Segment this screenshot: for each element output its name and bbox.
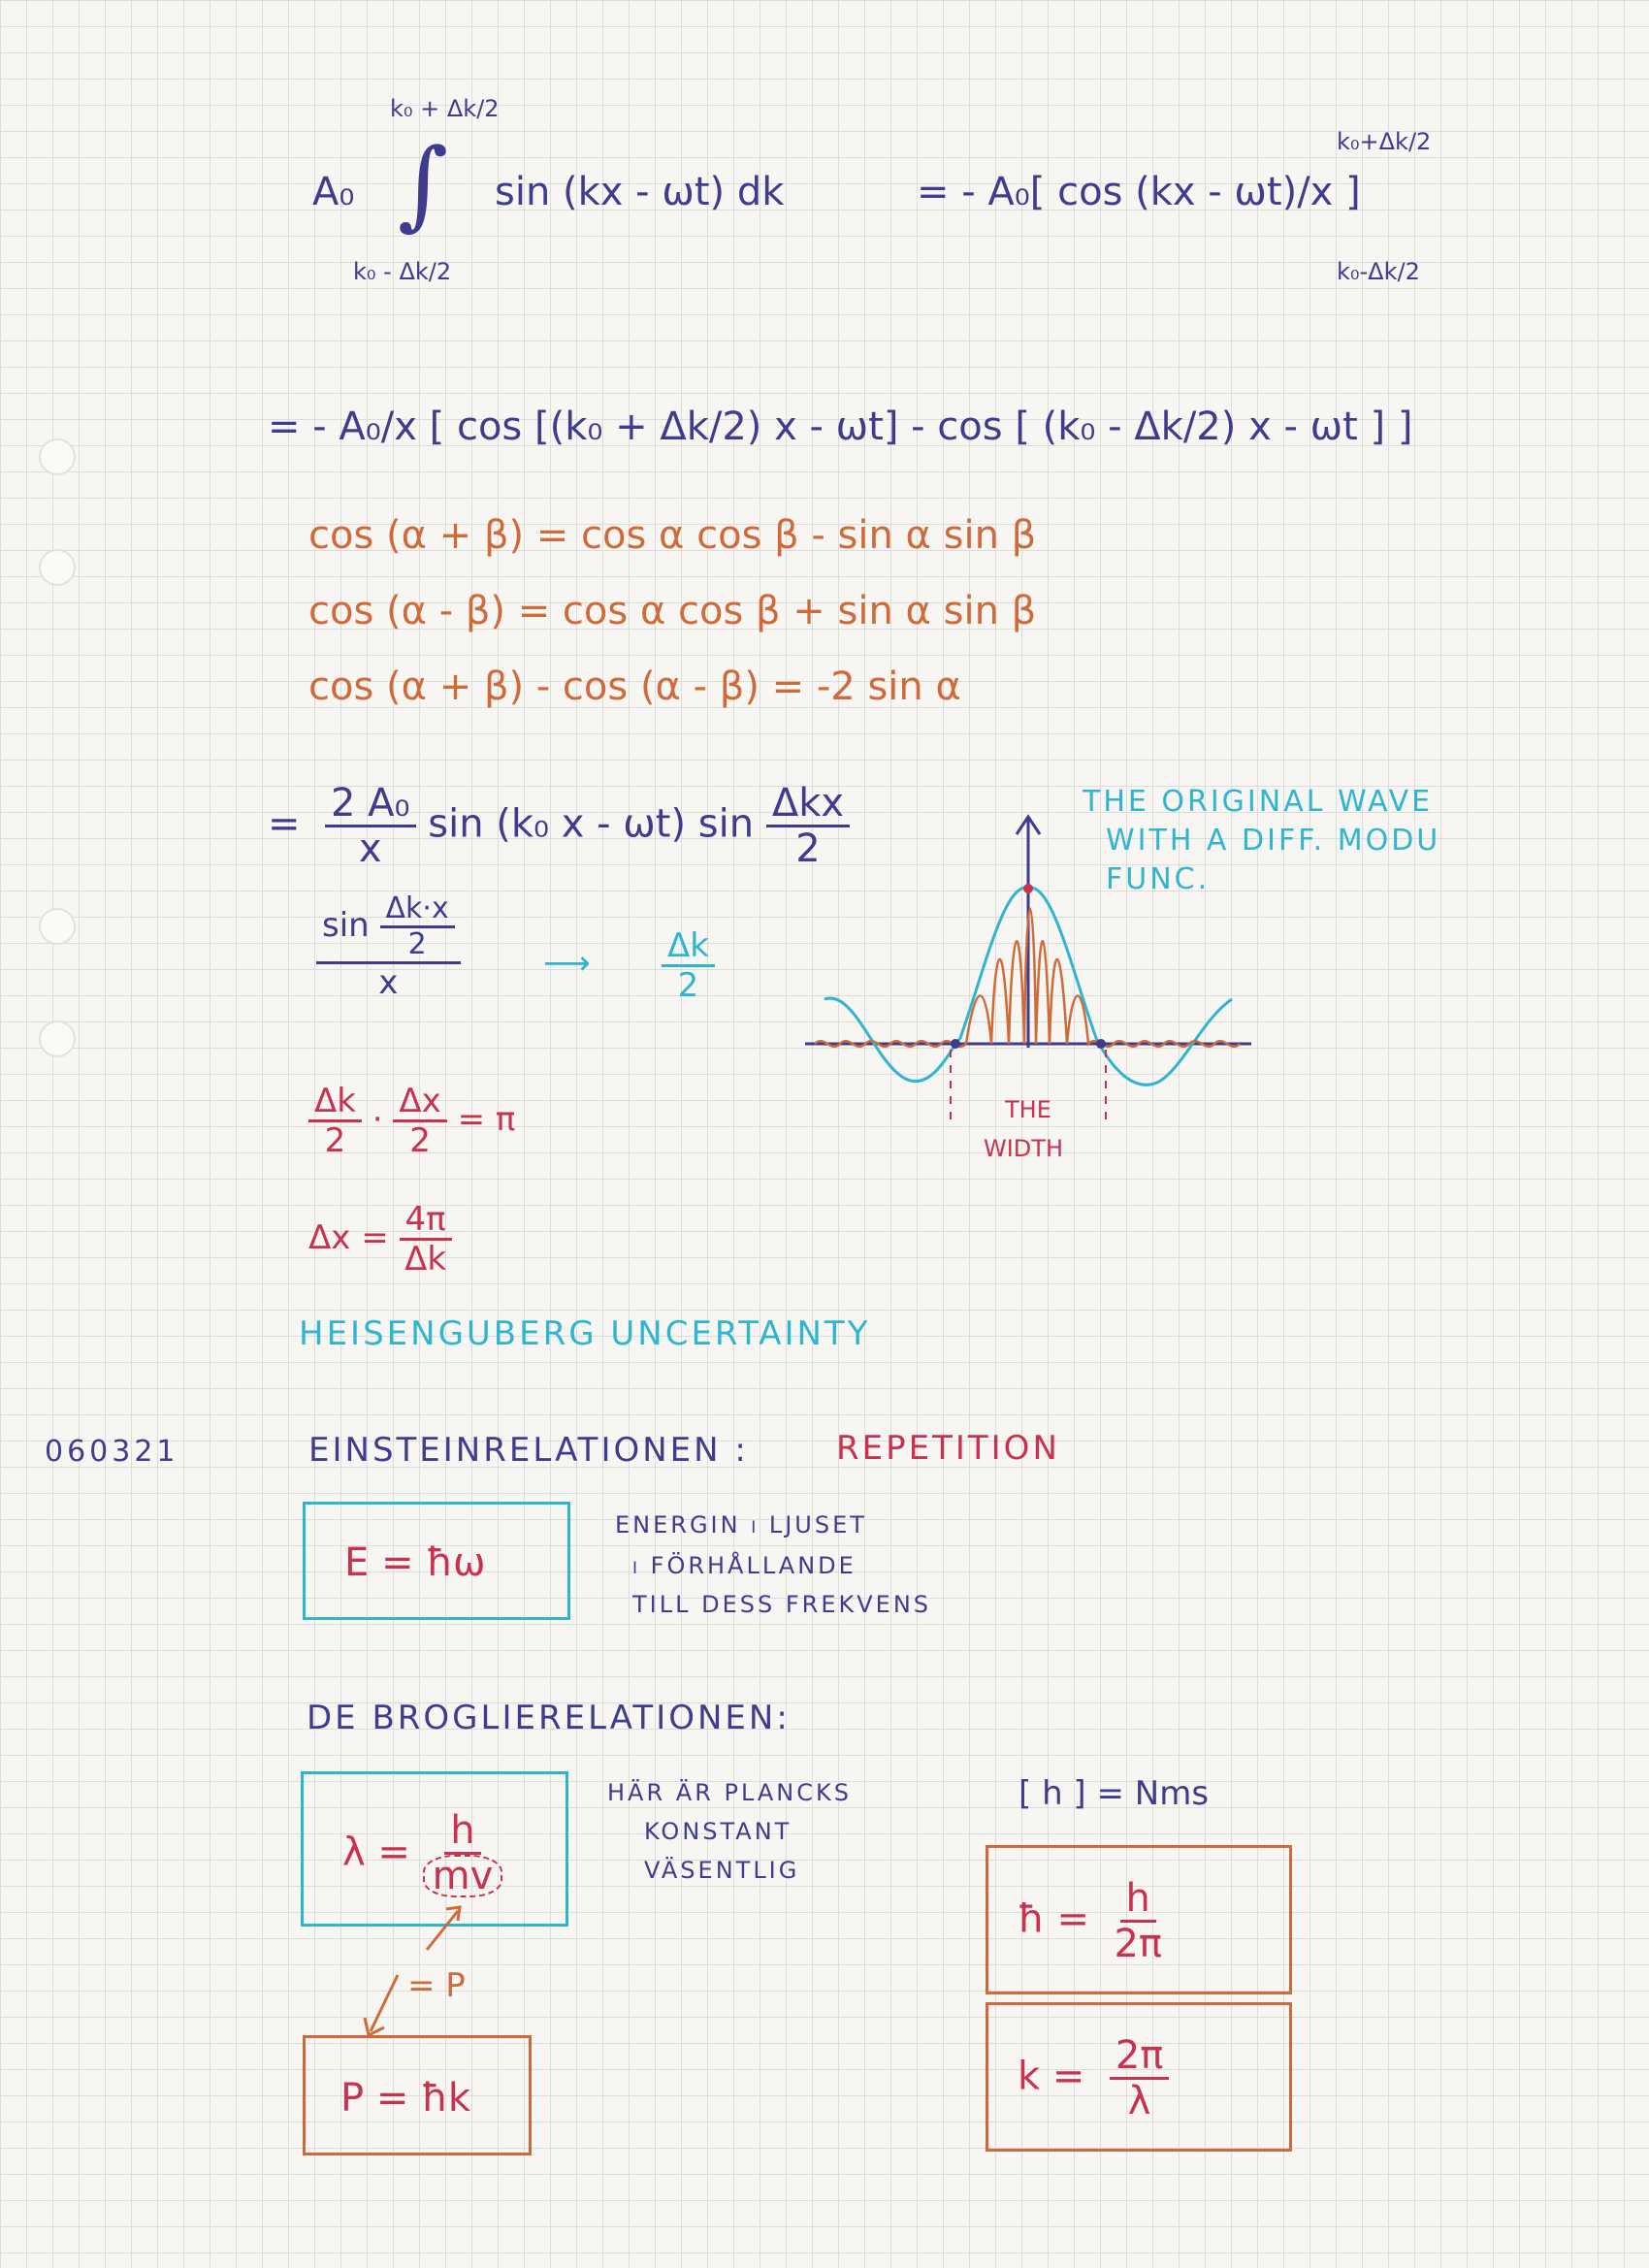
lambda-equation: λ = $\frac{h}{mv}$	[342, 1811, 502, 1897]
wavenumber-equation: k = $\frac{2\pi}{\lambda}$	[1018, 2036, 1169, 2121]
momentum-box	[303, 2035, 532, 2155]
uncertainty-product: $\frac{\Delta k}{2}$ · $\frac{\Delta x}{2}$ = π	[308, 1085, 515, 1157]
integral-coefficient: A₀	[312, 170, 355, 214]
date-label: 060321	[45, 1435, 179, 1469]
wavenumber-box	[986, 2002, 1292, 2152]
limit-arrow: ⟶	[543, 944, 591, 983]
width-label: THE	[1005, 1096, 1051, 1123]
einstein-note-line: TILL DESS FREKVENS	[632, 1591, 932, 1618]
integral-sign: ∫	[398, 127, 449, 241]
hbar-box	[986, 1845, 1292, 1994]
zero-dot	[951, 1039, 960, 1049]
planck-note-line: HÄR ÄR PLANCKS	[607, 1779, 852, 1806]
arrow-up-icon	[427, 1911, 458, 1950]
planck-units: [ h ] = Nms	[1018, 1774, 1210, 1813]
limit-expression: sin $\frac{\Delta k\cdot x}{2}$ x	[316, 894, 461, 999]
einstein-equation: E = ħω	[344, 1540, 486, 1585]
trig-identity: cos (α - β) = cos α cos β + sin α sin β	[308, 589, 1037, 633]
einstein-heading: EINSTEINRELATIONEN :	[308, 1431, 749, 1470]
width-label: WIDTH	[984, 1135, 1063, 1162]
result-lower-limit: k₀-Δk/2	[1337, 258, 1420, 285]
peak-dot	[1023, 884, 1033, 893]
limit-result: $\frac{\Delta k}{2}$	[662, 929, 715, 1002]
integral-lower-limit: k₀ - Δk/2	[353, 258, 452, 285]
hbar-equation: ħ = $\frac{h}{2\pi}$	[1018, 1876, 1162, 1966]
momentum-equation: P = ħk	[340, 2076, 471, 2121]
planck-note-line: KONSTANT	[644, 1818, 792, 1845]
heisenberg-heading: HEISENGUBERG UNCERTAINTY	[299, 1314, 871, 1353]
zero-dot	[1096, 1039, 1106, 1049]
momentum-label: = P	[407, 1966, 466, 2005]
planck-note-line: VÄSENTLIG	[644, 1857, 800, 1884]
einstein-box	[303, 1502, 570, 1620]
binder-hole	[39, 549, 76, 586]
einstein-note-line: i FÖRHÅLLANDE	[632, 1552, 857, 1579]
wave-note-line: THE ORIGINAL WAVE	[1083, 785, 1434, 819]
wave-note-line: WITH A DIFF. MODU	[1106, 824, 1441, 858]
trig-identity: cos (α + β) - cos (α - β) = -2 sin α	[308, 664, 961, 709]
broglie-heading: DE BROGLIERELATIONEN:	[307, 1699, 791, 1737]
result-equation: = $\frac{\text{2 A₀}}{x}$ sin (k₀ x - ωt) sin $\frac{\text{Δkx}}{2}$	[268, 784, 850, 868]
binder-hole	[39, 438, 76, 475]
delta-x-equation: Δx = $\frac{4\pi}{\Delta k}$	[308, 1203, 452, 1276]
repetition-label: REPETITION	[836, 1429, 1060, 1468]
wave-note-line: FUNC.	[1106, 862, 1211, 896]
integral-result: = - A₀[ cos (kx - ωt)/x ]	[917, 170, 1361, 214]
integral-upper-limit: k₀ + Δk/2	[390, 95, 500, 122]
trig-identity: cos (α + β) = cos α cos β - sin α sin β	[308, 513, 1037, 558]
result-upper-limit: k₀+Δk/2	[1337, 128, 1432, 155]
binder-hole	[39, 908, 76, 945]
expanded-expression: = - A₀/x [ cos [(k₀ + Δk/2) x - ωt] - cos [ (k₀ - Δk/2) x - ωt ] ]	[268, 405, 1413, 449]
binder-hole	[39, 1021, 76, 1057]
einstein-note-line: ENERGIN i LJUSET	[615, 1511, 867, 1539]
integrand: sin (kx - ωt) dk	[495, 170, 785, 214]
arrow-down-icon	[371, 1975, 398, 2031]
